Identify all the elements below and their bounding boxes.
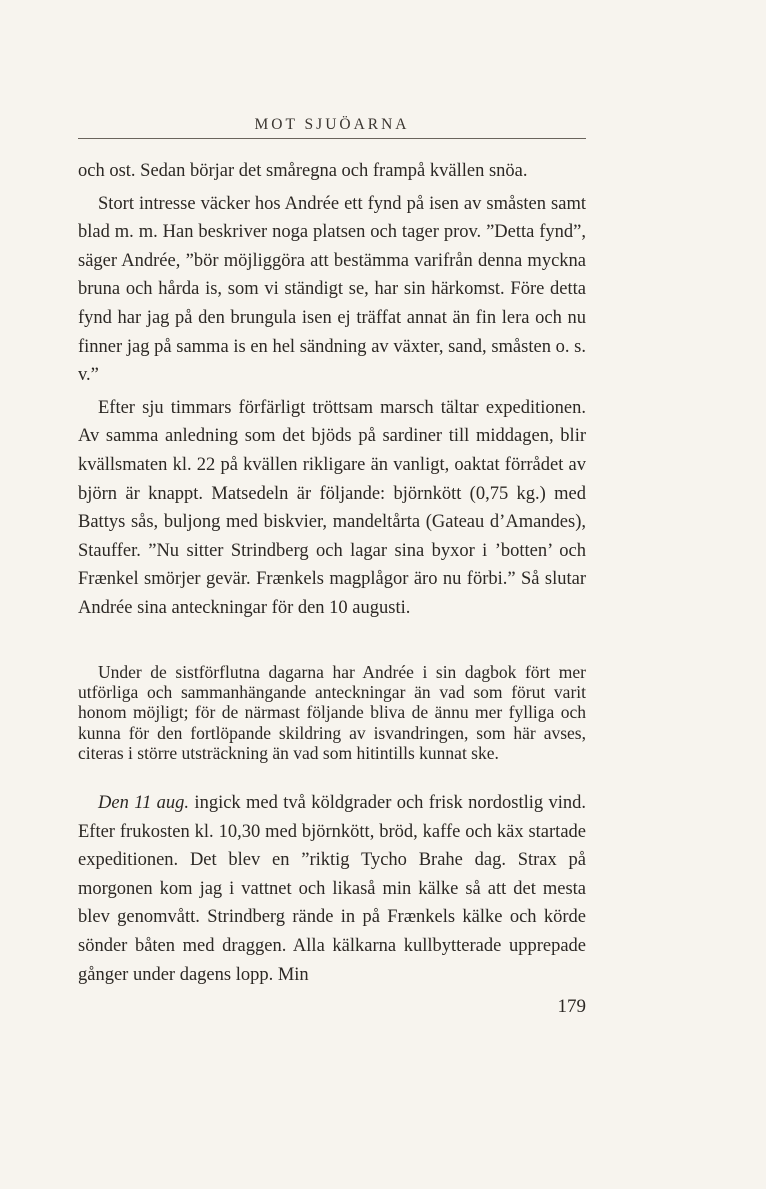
paragraph-2: Stort intresse väcker hos Andrée ett fynd på isen av småsten samt blad m. m. Han beskriver noga platsen och tager prov. ”Detta fynd”, säger Andrée, ”bör möjliggöra att bestämma varifrån denna myckna bruna och hårda is, som vi ständigt se, har sin härkomst. Före detta fynd har jag på den brungula isen ej träffat annat än fin lera och nu finner jag på samma is en hel sändning av växter, sand, småsten o. s. v.” <box>78 193 586 386</box>
paragraph-4: Under de sistförflutna dagarna har Andrée i sin dagbok fört mer utförliga och sammanhängande anteckningar än vad som förut varit honom möjligt; för de närmast följande bliva de ännu mer fylliga och kunna för den fortlöpande skildring av isvandringen, som här avses, citeras i större utsträckning än vad som hitintills kunnat ske. <box>78 662 586 763</box>
diary-text <box>78 789 586 989</box>
paragraph-5-text: ingick med två köldgrader och frisk nordostlig vind. Efter frukosten kl. 10,30 med björnkött, bröd, kaffe och käx startade expeditionen. Det blev en ”riktig Tycho Brahe dag. Strax på morgonen kom jag i vattnet och likaså min kälke så att det mesta blev genomvått. Strindberg rände in på Frænkels kälke och körde sönder båten med draggen. Alla kälkarna kullbytterade upprepade gånger under dagens lopp. Min <box>78 793 586 985</box>
main-text <box>78 157 586 623</box>
paragraph-5 <box>78 789 586 989</box>
inserted-paragraph-block <box>78 662 586 763</box>
running-head: MOT SJUÖARNA <box>254 116 410 133</box>
paragraph-3: Efter sju timmars förfärligt tröttsam marsch tältar expeditionen. Av samma anledning som det bjöds på sardiner till middagen, blir kvällsmaten kl. 22 på kvällen rikligare än vanligt, oaktat förrådet av björn är knappt. Matsedeln är följande: björnkött (0,75 kg.) med Battys sås, buljong med biskvier, mandeltårta (Gateau d’Amandes), Stauffer. ”Nu sitter Strindberg och lagar sina byxor i ’botten’ och Frænkel smörjer gevär. Frænkels magplågor äro nu förbi.” Så slutar Andrée sina anteckningar för den 10 augusti. <box>78 397 586 618</box>
diary-date: Den 11 aug. <box>98 793 190 813</box>
paragraph-1: och ost. Sedan börjar det småregna och frampå kvällen snöa. <box>78 161 528 181</box>
page-number: 179 <box>557 996 586 1017</box>
header-rule <box>78 138 586 139</box>
